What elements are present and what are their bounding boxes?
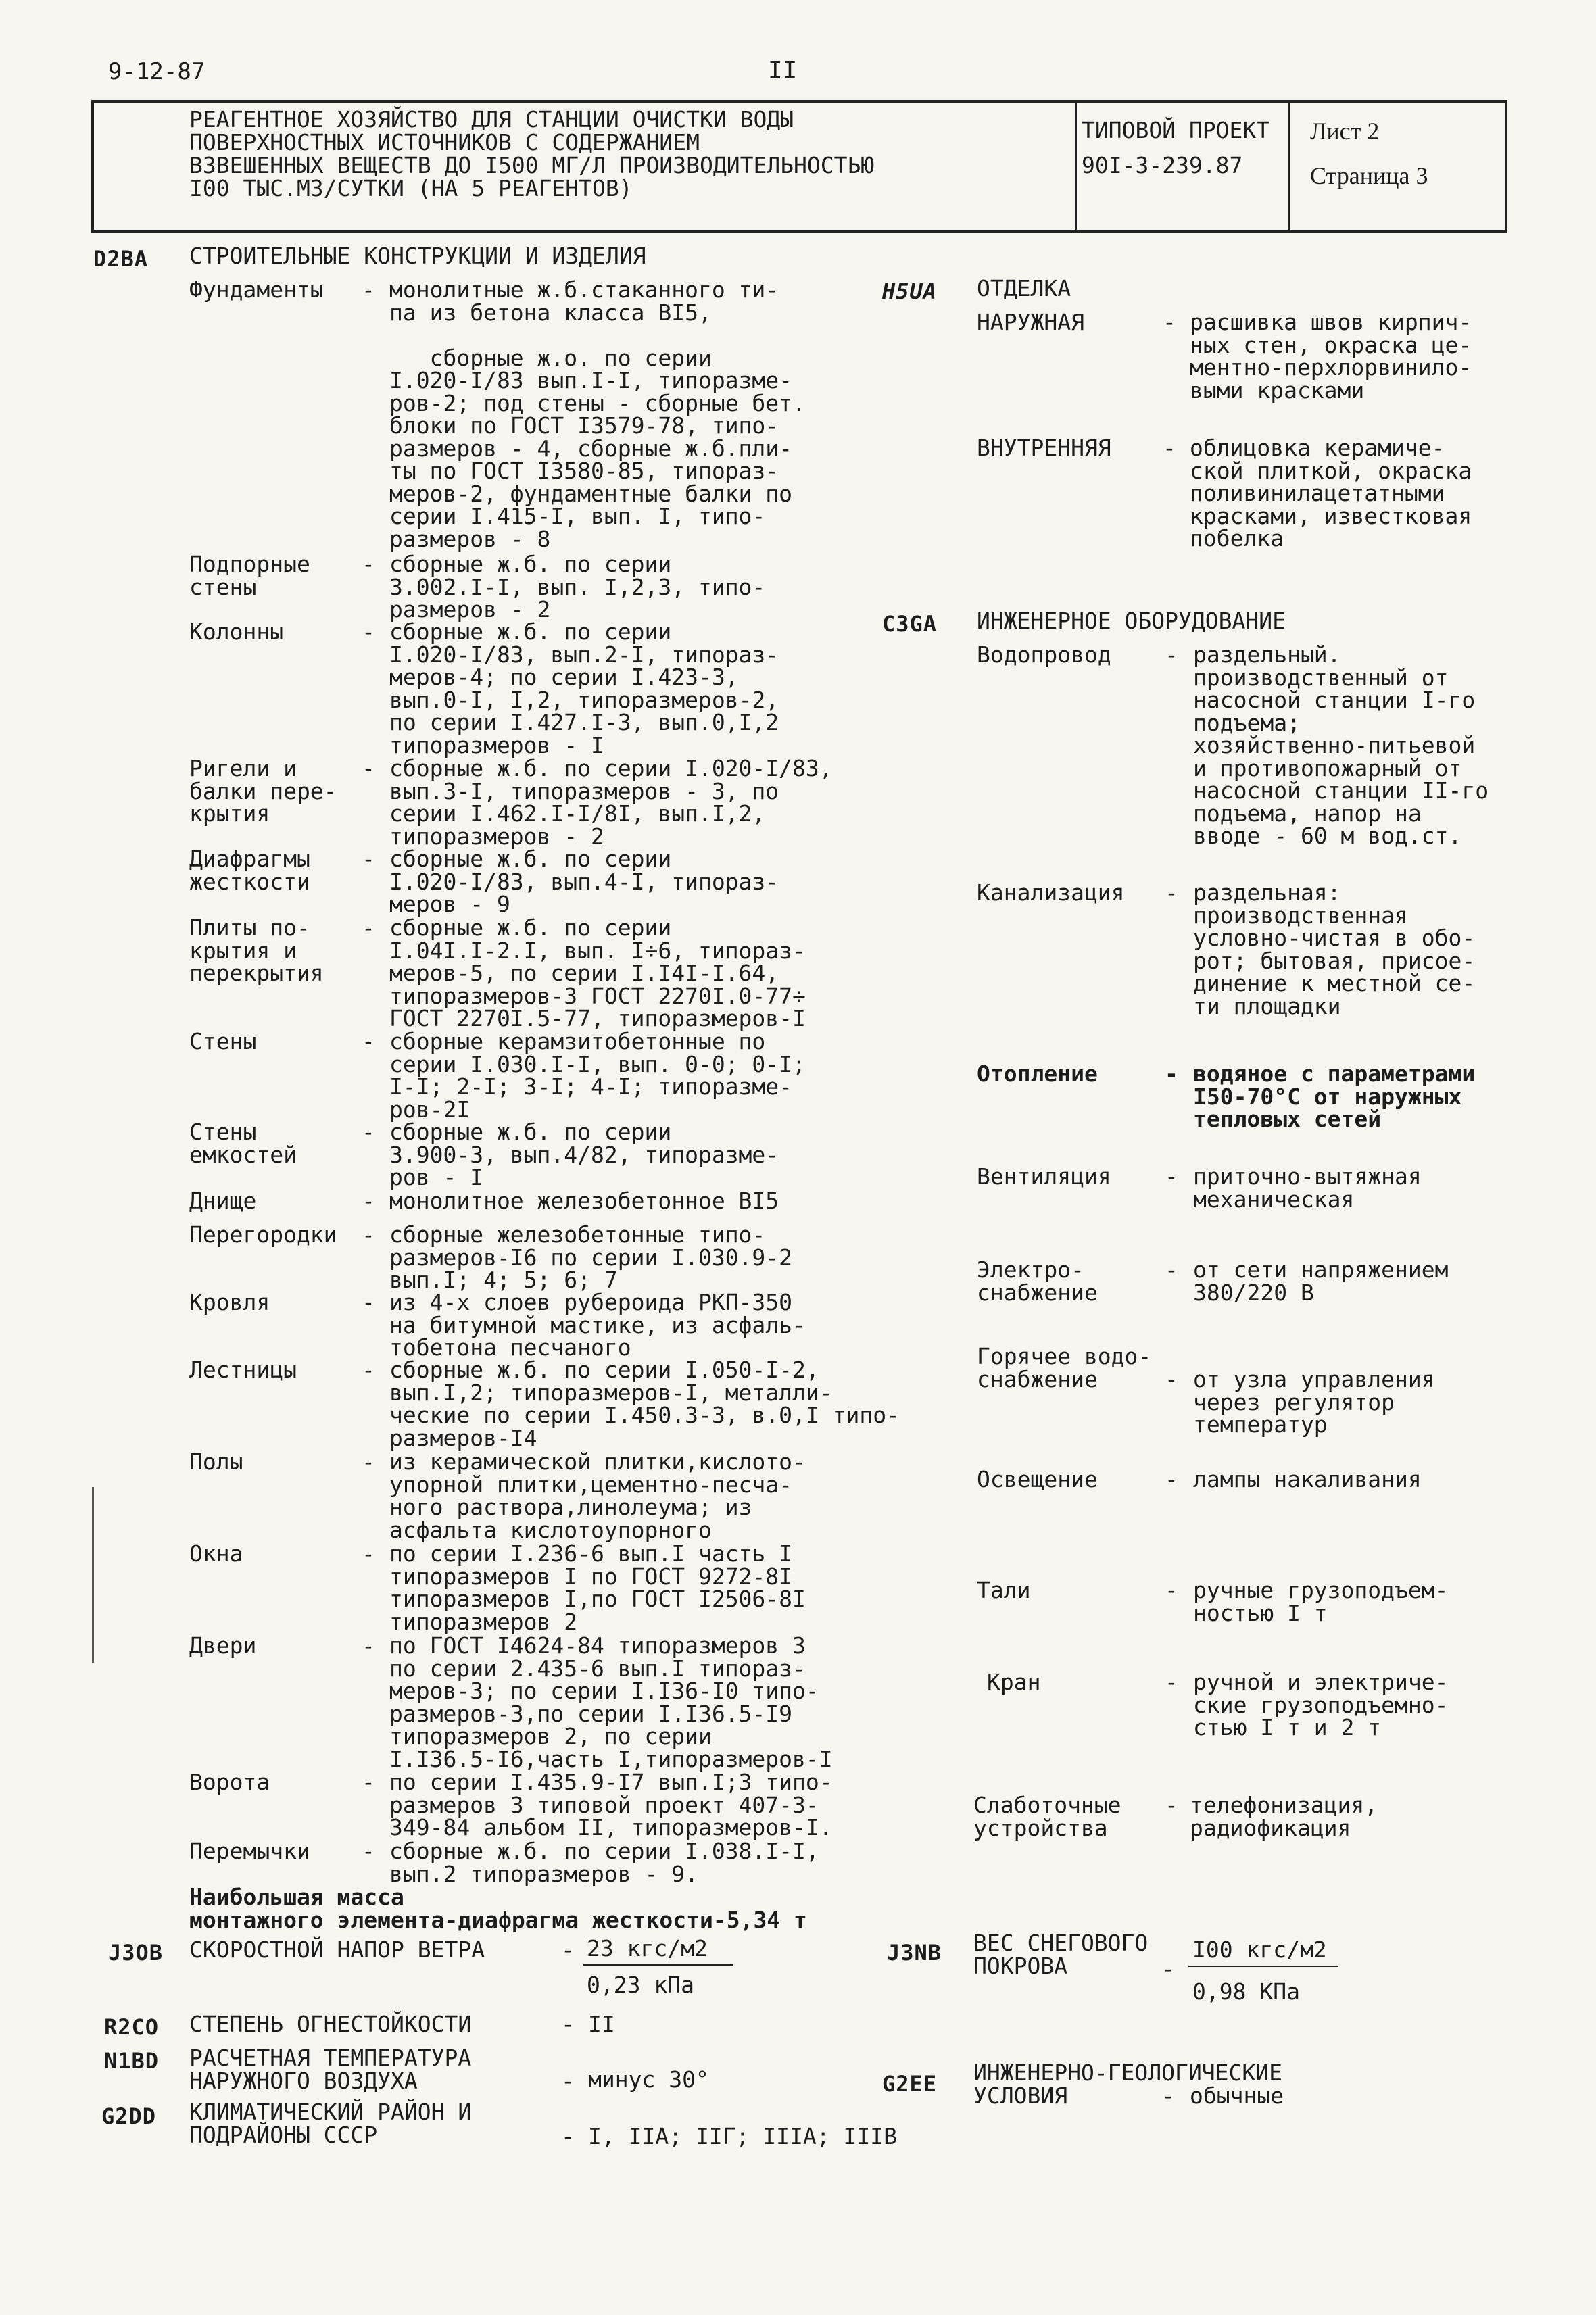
equip-label: Канализация	[977, 879, 1125, 906]
dash: -	[1165, 1163, 1178, 1190]
dash: -	[362, 915, 375, 941]
finish-item	[977, 437, 1504, 572]
project-number: 90I-3-239.87	[1082, 152, 1243, 178]
temp-value: минус 30°	[588, 2066, 709, 2093]
page-label: Страница 3	[1310, 162, 1428, 189]
structure-text: сборные ж.б. по серии I.020-I/83, вып.4-I, типораз- меров - 9	[389, 846, 779, 917]
structure-label: Ворота	[189, 1769, 270, 1795]
dash: -	[362, 1769, 375, 1795]
structure-label: Фундаменты	[189, 276, 324, 303]
dash: -	[1163, 435, 1176, 461]
dash: -	[362, 1221, 375, 1248]
dash: -	[362, 1028, 375, 1054]
climate-code: G2DD	[101, 2103, 157, 2129]
structure-label: Диафрагмы жесткости	[189, 846, 310, 895]
title-block	[189, 108, 874, 200]
equip-label: Водопровод	[977, 641, 1111, 668]
dash: -	[362, 1448, 375, 1475]
equip-label: Тали	[977, 1577, 1031, 1603]
structure-text: сборные ж.б. по серии I.038.I-I, вып.2 типоразмеров - 9.	[389, 1838, 819, 1887]
title-line: РЕАГЕНТНОЕ ХОЗЯЙСТВО ДЛЯ СТАНЦИИ ОЧИСТКИ ВОДЫ	[189, 106, 794, 132]
structure-label: Стены емкостей	[189, 1119, 297, 1168]
equip-text: водяное с параметрами I50-70°С от наружных тепловых сетей	[1193, 1061, 1476, 1132]
equip-text: телефонизация, радиофикация	[1190, 1792, 1378, 1841]
equip-text: ручной и электриче- ские грузоподъемно- стью I т и 2 т	[1193, 1669, 1449, 1740]
finish-text: облицовка керамиче- ской плиткой, окраска поливинилацетатными красками, известковая побелка	[1190, 435, 1472, 552]
equip-text: лампы накаливания	[1193, 1466, 1422, 1492]
structure-text: сборные ж.б. по серии I.020-I/83, вып.3-I, типоразмеров - 3, по серии I.462.I-I/8I, вып.I,2, типоразмеров - 2	[389, 755, 833, 850]
equip-label: Отопление	[977, 1061, 1098, 1087]
equip-text: от сети напряжением 380/220 В	[1193, 1257, 1449, 1306]
dash: -	[1163, 309, 1176, 335]
wind-label: СКОРОСТНОЙ НАПОР ВЕТРА	[189, 1936, 485, 1963]
page-number: II	[768, 57, 798, 84]
dash: -	[1165, 1669, 1178, 1695]
equip-text: раздельная: производственная условно-чистая в обо- рот; бытовая, присое- динение к местной се- ти площадки	[1193, 879, 1476, 1019]
equip-label: Освещение	[977, 1466, 1098, 1492]
title-line: ВЗВЕШЕННЫХ ВЕЩЕСТВ ДО I500 МГ/Л ПРОИЗВОДИТЕЛЬНОСТЬЮ	[189, 152, 875, 178]
equip-label: Слаботочные устройства	[973, 1792, 1121, 1841]
doc-number: 9-12-87	[108, 58, 205, 85]
structure-text: из 4-х слоев рубероида РКП-350 на битумной мастике, из асфаль- тобетона песчаного	[389, 1289, 806, 1361]
equip-text: приточно-вытяжная механическая	[1193, 1163, 1422, 1213]
structure-label: Кровля	[189, 1289, 270, 1315]
dash: -	[362, 755, 375, 781]
title-line: I00 ТЫС.М3/СУТКИ (НА 5 РЕАГЕНТОВ)	[189, 175, 633, 201]
structure-text: сборные керамзитобетонные по серии I.030.I-I, вып. 0-0; 0-I; I-I; 2-I; 3-I; 4-I; типоразме- ров-2I	[389, 1028, 806, 1123]
sheet-number: Лист 2	[1310, 118, 1380, 145]
title-line: ПОВЕРХНОСТНЫХ ИСТОЧНИКОВ С СОДЕРЖАНИЕМ	[189, 129, 700, 155]
structure-label: Лестницы	[189, 1357, 297, 1383]
dash: -	[561, 2011, 575, 2037]
dash: -	[362, 1357, 375, 1383]
structure-label: Днище	[189, 1188, 257, 1214]
structure-text: по ГОСТ I4624-84 типоразмеров 3 по серии 2.435-6 вып.I типораз- меров-3; по серии I.I36-I0 типо- размеров-3,по серии I.I36.5-I9 типоразмеров 2, по серии I.I36.5-I6,часть I,типоразмеров-I	[389, 1632, 833, 1772]
finish-text: расшивка швов кирпич- ных стен, окраска це- ментно-перхлорвинило- выми красками	[1190, 309, 1472, 404]
dash: -	[362, 1289, 375, 1315]
equip-label: Вентиляция	[977, 1163, 1111, 1190]
temp-label: РАСЧЕТНАЯ ТЕМПЕРАТУРА НАРУЖНОГО ВОЗДУХА	[189, 2045, 472, 2094]
dash: -	[1165, 1061, 1178, 1087]
structure-text: монолитные ж.б.стаканного ти- па из бетона класса BI5, сборные ж.о. по серии I.020-I/83 вып.I-I, типоразме- ров-2; под стены - сборные бет. блоки по ГОСТ I3579-78, типо- размеров - 4, сборные ж.б.пли- ты по ГОСТ I3580-85, типораз- меров-2, фундаментные балки по серии I.415-I, вып. I, типо- размеров - 8	[389, 276, 806, 552]
equip-text: раздельный. производственный от насосной станции I-го подъема; хозяйственно-питьевой и противопожарный от насосной станции II-го подъема, напор на вводе - 60 м вод.ст.	[1193, 641, 1489, 849]
equip-text: от узла управления через регулятор температур	[1193, 1366, 1435, 1438]
equip-label: Электро- снабжение	[977, 1257, 1098, 1306]
finish-code: H5UA	[882, 278, 938, 304]
finish-list	[977, 311, 1504, 572]
snow-code: J3NB	[887, 1940, 942, 1966]
max-mass-note: Наибольшая масса монтажного элемента-диафрагма жесткости-5,34 т	[189, 1884, 807, 1933]
equip-text: ручные грузоподъем- ностью I т	[1193, 1577, 1449, 1626]
geo-value: обычные	[1190, 2082, 1284, 2109]
dash: -	[561, 1936, 575, 1963]
dash: -	[1165, 641, 1178, 668]
dash: -	[1161, 1955, 1175, 1982]
structure-label: Ригели и балки пере- крытия	[189, 755, 337, 827]
fire-label: СТЕПЕНЬ ОГНЕСТОЙКОСТИ	[189, 2011, 472, 2037]
dash: -	[1165, 1257, 1178, 1283]
fire-value: II	[588, 2011, 615, 2037]
dash: -	[362, 1188, 375, 1214]
climate-label: КЛИМАТИЧЕСКИЙ РАЙОН И ПОДРАЙОНЫ СССР	[189, 2099, 472, 2148]
dash: -	[362, 551, 375, 577]
project-label: ТИПОВОЙ ПРОЕКТ	[1082, 117, 1270, 143]
equip-label: Горячее водо- снабжение	[977, 1343, 1152, 1392]
dash: -	[1161, 2082, 1175, 2109]
dash: -	[362, 1632, 375, 1659]
wind-value-kgs: 23 кгс/м2	[587, 1935, 708, 1961]
structure-label: Перемычки	[189, 1838, 310, 1864]
dash: -	[362, 1540, 375, 1567]
structure-label: Перегородки	[189, 1221, 337, 1248]
equipment-code: C3GA	[882, 611, 938, 637]
structure-text: сборные железобетонные типо- размеров-I6 по серии I.030.9-2 вып.I; 4; 5; 6; 7	[389, 1221, 793, 1293]
equip-label: Кран	[987, 1669, 1041, 1695]
structure-text: из керамической плитки,кислото- упорной плитки,цементно-песча- ного раствора,линолеума; из асфальта кислотоупорного	[389, 1448, 806, 1543]
fire-code: R2CO	[104, 2014, 160, 2040]
finish-label: ВНУТРЕННЯЯ	[977, 435, 1111, 461]
finish-heading: ОТДЕЛКА	[977, 275, 1071, 301]
structure-label: Полы	[189, 1448, 243, 1475]
snow-value-kgs: I00 кгс/м2	[1192, 1936, 1327, 1963]
dash: -	[1165, 1366, 1178, 1392]
structure-text: сборные ж.б. по серии 3.002.I-I, вып. I,2,3, типо- размеров - 2	[389, 551, 766, 623]
temp-code: N1BD	[104, 2048, 160, 2074]
structure-text: сборные ж.б. по серии 3.900-3, вып.4/82, типоразме- ров - I	[389, 1119, 779, 1190]
dash: -	[1165, 1577, 1178, 1603]
dash: -	[362, 846, 375, 872]
dash: -	[1165, 1466, 1178, 1492]
snow-label: ВЕС СНЕГОВОГО ПОКРОВА	[973, 1930, 1148, 1979]
wind-code: J3OB	[108, 1940, 164, 1966]
dash: -	[1165, 879, 1178, 906]
finish-label: НАРУЖНАЯ	[977, 309, 1084, 335]
structure-text: сборные ж.б. по серии I.050-I-2, вып.I,2; типоразмеров-I, металли- ческие по серии I.450.3-3, в.0,I типо- размеров-I4	[389, 1357, 900, 1451]
dash: -	[362, 618, 375, 645]
dash: -	[362, 1119, 375, 1145]
dash: -	[362, 276, 375, 303]
dash: -	[561, 2123, 575, 2149]
geo-label: ИНЖЕНЕРНО-ГЕОЛОГИЧЕСКИЕ УСЛОВИЯ	[973, 2060, 1282, 2109]
dash: -	[561, 2068, 575, 2094]
section-heading: СТРОИТЕЛЬНЫЕ КОНСТРУКЦИИ И ИЗДЕЛИЯ	[189, 243, 646, 269]
structure-label: Подпорные стены	[189, 551, 310, 600]
structure-label: Плиты по- крытия и перекрытия	[189, 915, 324, 986]
structure-text: сборные ж.б. по серии I.020-I/83, вып.2-I, типораз- меров-4; по серии I.423-3, вып.0-I, I,2, типоразмеров-2, по серии I.427.I-3, вып.0,I,2 типоразмеров - I	[389, 618, 779, 758]
finish-item	[977, 311, 1504, 437]
structure-text: монолитное железобетонное BI5	[389, 1188, 779, 1214]
structure-label: Колонны	[189, 618, 284, 645]
structure-text: сборные ж.б. по серии I.04I.I-2.I, вып. I÷6, типораз- меров-5, по серии I.I4I-I.64, типоразмеров-3 ГОСТ 2270I.0-77÷ ГОСТ 2270I.5-77, типоразмеров-I	[389, 915, 806, 1031]
wind-value-kpa: 0,23 кПа	[587, 1972, 694, 1998]
climate-value: I, IIА; IIГ; IIIА; IIIВ	[588, 2123, 897, 2149]
section-code: D2BA	[93, 246, 149, 272]
dash: -	[1165, 1792, 1178, 1818]
structure-label: Двери	[189, 1632, 257, 1659]
geo-code: G2EE	[882, 2071, 938, 2097]
structure-label: Стены	[189, 1028, 257, 1054]
structure-text: по серии I.435.9-I7 вып.I;3 типо- размеров 3 типовой проект 407-3- 349-84 альбом II, типоразмеров-I.	[389, 1769, 833, 1841]
equipment-heading: ИНЖЕНЕРНОЕ ОБОРУДОВАНИЕ	[977, 608, 1286, 634]
structure-text: по серии I.236-6 вып.I часть I типоразмеров I по ГОСТ 9272-8I типоразмеров I,по ГОСТ I2506-8I типоразмеров 2	[389, 1540, 806, 1635]
snow-value-kpa: 0,98 КПа	[1192, 1978, 1300, 2005]
dash: -	[362, 1838, 375, 1864]
structure-label: Окна	[189, 1540, 243, 1567]
